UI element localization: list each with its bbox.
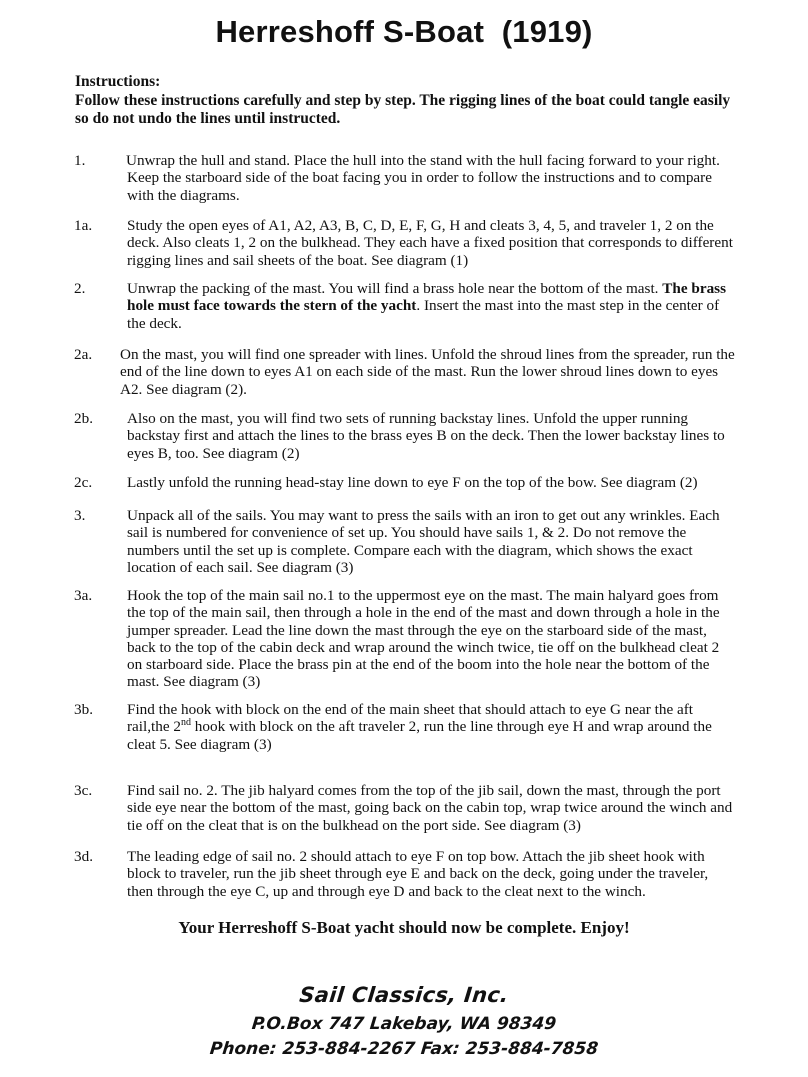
instructions-intro — [75, 73, 745, 129]
step-text: Unwrap the hull and stand. Place the hull into the stand with the hull facing forward to your right. Keep the starboard side of the boat facing you in order to follow the instructions and to compare with the diagrams. — [126, 152, 720, 204]
step-3a — [74, 587, 736, 691]
instructions-heading: Instructions: — [75, 73, 161, 90]
step-text: Lastly unfold the running head-stay line down to eye F on the top of the bow. See diagram (2) — [127, 474, 698, 491]
step-3d — [74, 848, 736, 900]
step-number: 3b. — [74, 701, 93, 718]
step-number: 3d. — [74, 848, 93, 865]
step-text: Find sail no. 2. The jib halyard comes from the top of the jib sail, down the mast, through the port side eye near the bottom of the mast, going back on the cabin top, wrap twice around the winch and tie off on the cleat that is on the bulkhead on the port side. See diagram (3) — [127, 782, 733, 834]
step-text: Unwrap the packing of the mast. You will find a brass hole near the bottom of the mast. The brass hole must face towards the stern of the yacht. Insert the mast into the mast step in the center of the deck. — [127, 280, 726, 332]
step-2b — [74, 410, 736, 462]
step-text: On the mast, you will find one spreader with lines. Unfold the shroud lines from the spreader, run the end of the line down to eyes A1 on each side of the mast. Run the lower shroud lines down to eyes A2. See diagram (2). — [120, 346, 735, 398]
page-title: Herreshoff S-Boat (1919) — [215, 14, 593, 49]
step-3 — [74, 507, 736, 576]
step-2 — [74, 280, 736, 332]
step-3c — [74, 782, 736, 834]
step-text: Study the open eyes of A1, A2, A3, B, C, D, E, F, G, H and cleats 3, 4, 5, and traveler 1, 2 on the deck. Also cleats 1, 2 on the bulkhead. They each have a fixed position that corresponds to different rigging lines and sail sheets of the boat. See diagram (1) — [127, 217, 733, 269]
step-number: 3a. — [74, 587, 93, 604]
step-1 — [74, 152, 736, 204]
step-2c — [74, 474, 736, 491]
company-phone-fax: Phone: 253-884-2267 Fax: 253-884-7858 — [208, 1039, 600, 1059]
step-2a — [74, 346, 736, 398]
superscript: nd — [180, 717, 191, 729]
step-number: 2c. — [74, 474, 93, 491]
closing-note: Your Herreshoff S-Boat yacht should now be complete. Enjoy! — [178, 918, 630, 937]
step-number: 3c. — [74, 782, 93, 799]
step-1a — [74, 217, 736, 269]
step-text: The leading edge of sail no. 2 should attach to eye F on top bow. Attach the jib sheet hook with block to traveler, run the jib sheet through eye E and back on the deck, going under the traveler, then through the eye C, up and through eye D and back to the cleat next to the winch. — [127, 848, 709, 900]
step-text-emphasis: The brass hole must face towards the stern of the yacht — [127, 280, 726, 315]
company-signature: Sail Classics, Inc. — [298, 983, 510, 1007]
step-3b — [74, 701, 736, 753]
step-number: 2a. — [74, 346, 93, 363]
step-number: 2b. — [74, 410, 93, 427]
step-number: 1a. — [74, 217, 93, 234]
step-text: Also on the mast, you will find two sets of running backstay lines. Unfold the upper running backstay first and attach the lines to the brass eyes B on the deck. Then the lower backstay lines to eyes B, too. See diagram (2) — [127, 410, 725, 462]
instructions-text: Follow these instructions carefully and step by step. The rigging lines of the boat could tangle easily so do not undo the lines until instructed. — [75, 91, 731, 127]
step-text: Hook the top of the main sail no.1 to the uppermost eye on the mast. The main halyard goes from the top of the main sail, then through a hole in the end of the mast and down through a hole in the jumper spreader. Lead the line down the mast through the eye on the starboard side of the mast, back to the top of the cabin deck and wrap around the winch twice, tie off on the bulkhead cleat 2 on starboard side. Place the brass pin at the end of the boom into the hole near the bottom of the mast. See diagram (3) — [127, 587, 720, 691]
company-address: P.O.Box 747 Lakebay, WA 98349 — [250, 1014, 558, 1034]
step-number: 2. — [74, 280, 86, 297]
step-number: 3. — [74, 507, 86, 524]
step-text: Find the hook with block on the end of the main sheet that should attach to eye G near the aft rail,the 2nd hook with block on the aft traveler 2, run the line through eye H and wrap around the cleat 5. See diagram (3) — [127, 701, 712, 753]
step-text: Unpack all of the sails. You may want to press the sails with an iron to get out any wrinkles. Each sail is numbered for convenience of set up. You should have sails 1, & 2. Do not remove the numbers until the set up is complete. Compare each with the diagram, which shows the exact location of each sail. See diagram (3) — [127, 507, 720, 576]
step-number: 1. — [74, 152, 86, 169]
